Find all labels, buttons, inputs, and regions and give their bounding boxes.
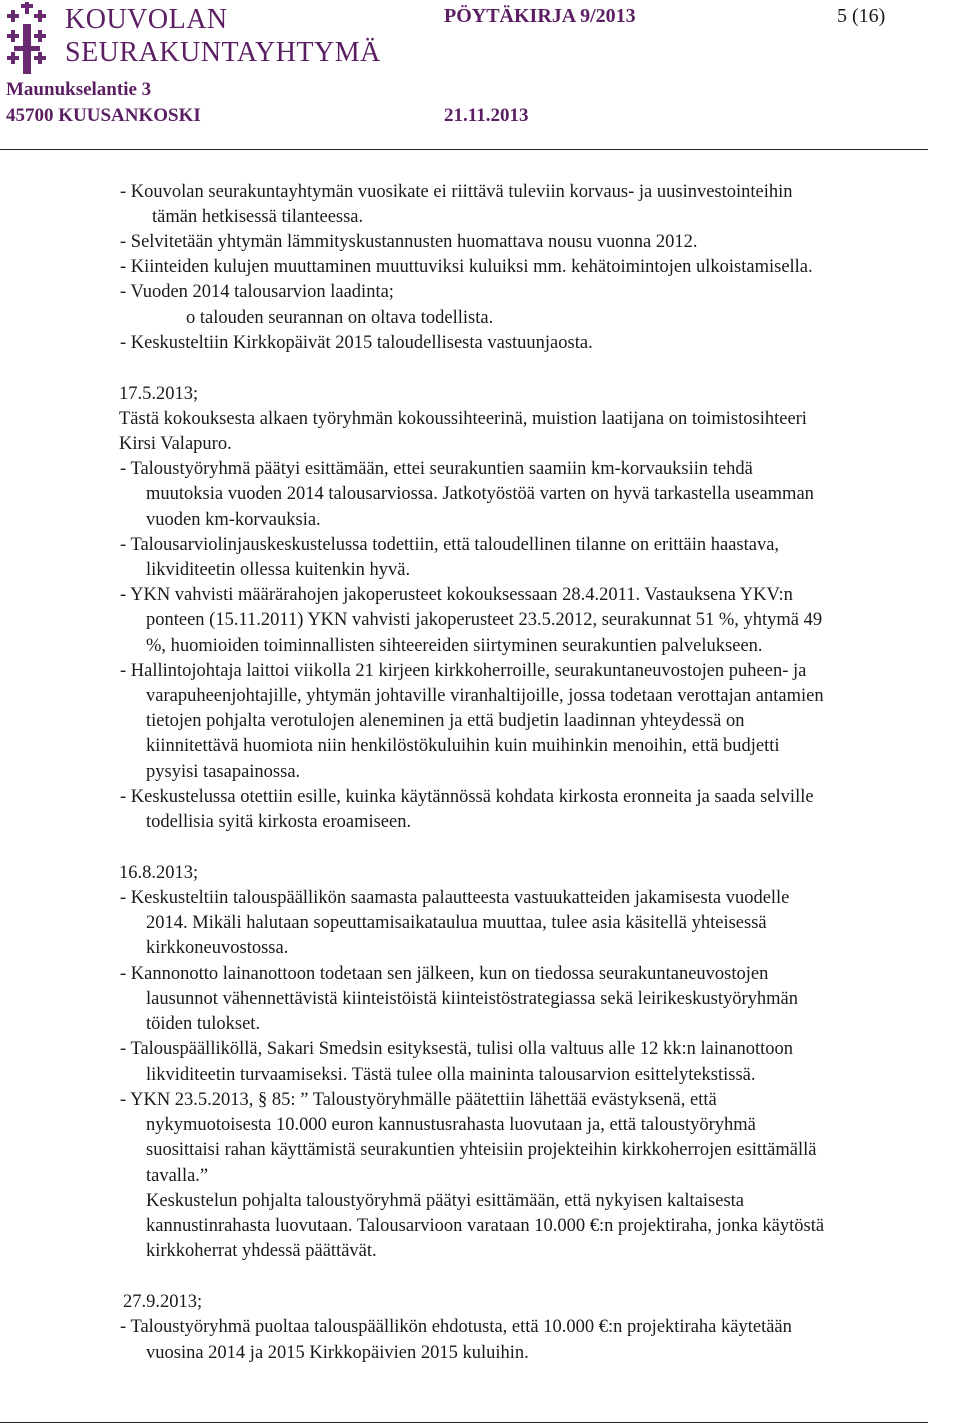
text-line: tämän hetkisessä tilanteessa.	[152, 207, 364, 227]
cross-logo-icon	[4, 2, 48, 74]
text-line: vuosina 2014 ja 2015 Kirkkopäivien 2015 kuluihin.	[146, 1343, 529, 1363]
organization-name-line2: SEURAKUNTAYHTYMÄ	[65, 37, 381, 68]
address-street: Maunukselantie 3	[6, 79, 152, 100]
text-line: - Kiinteiden kulujen muuttaminen muuttuviksi kuluiksi mm. kehätoimintojen ulkoistamisella.	[120, 257, 813, 277]
header-divider	[0, 149, 928, 150]
text-line: ponteen (15.11.2011) YKN vahvisti jakoperusteet 23.5.2012, seurakunnat 51 %, yhtymä 49	[146, 610, 823, 630]
text-line: nykymuotoisesta 10.000 euron kannustusrahasta luovutaan ja, että taloustyöryhmä	[146, 1115, 756, 1135]
footer-divider	[0, 1422, 928, 1423]
text-line: - YKN vahvisti määrärahojen jakoperusteet kokouksessaan 28.4.2011. Vastauksena YKV:n	[120, 585, 793, 605]
text-line: töiden tulokset.	[146, 1014, 261, 1034]
text-line: kannustinrahasta luovutaan. Talousarvioon varataan 10.000 €:n projektiraha, jonka käytöstä	[146, 1216, 825, 1236]
document-date: 21.11.2013	[444, 105, 529, 126]
document-title: PÖYTÄKIRJA 9/2013	[444, 5, 636, 27]
text-line: muutoksia vuoden 2014 talousarviossa. Jatkotyöstöä varten on hyvä tarkastella useamman	[146, 484, 814, 504]
text-line: kiinnitettävä huomiota niin henkilöstökuluihin kuin muihinkin menoihin, että budjetti	[146, 736, 780, 756]
text-line: likviditeetin ollessa kuitenkin hyvä.	[146, 560, 411, 580]
text-line: suosittaisi rahan käyttämistä seurakuntien yhteisiin projekteihin kirkkoherrojen esittämällä	[146, 1140, 817, 1160]
text-line: %, huomioiden toiminnallisten sihteereiden siirtyminen seurakuntien palvelukseen.	[146, 636, 763, 656]
text-line: kirkkoherrat yhdessä päättävät.	[146, 1241, 377, 1261]
text-line: - Selvitetään yhtymän lämmityskustannusten huomattava nousu vuonna 2012.	[120, 232, 698, 252]
text-line: - Kannonotto lainanottoon todetaan sen jälkeen, kun on tiedossa seurakuntaneuvostojen	[120, 964, 769, 984]
text-line: tavalla.”	[146, 1166, 209, 1186]
text-line: - Vuoden 2014 talousarvion laadinta;	[120, 282, 394, 302]
text-line: Tästä kokouksesta alkaen työryhmän kokoussihteerinä, muistion laatijana on toimistosihteeri	[119, 409, 807, 429]
section-date: 16.8.2013;	[119, 863, 199, 883]
organization-name-line1: KOUVOLAN	[65, 4, 228, 35]
text-line: varapuheenjohtajille, yhtymän johtaville viranhaltijoille, jossa todetaan verottajan antamien	[146, 686, 824, 706]
text-line: - Keskusteltiin talouspäällikön saamasta palautteesta vastuukatteiden jakamisesta vuodelle	[120, 888, 790, 908]
text-line: - Keskusteltiin Kirkkopäivät 2015 taloudellisesta vastuunjaosta.	[120, 333, 593, 353]
text-line: pysyisi tasapainossa.	[146, 762, 301, 782]
text-line: - Kouvolan seurakuntayhtymän vuosikate ei riittävä tuleviin korvaus- ja uusinvestointeihin	[120, 182, 793, 202]
text-line: - Taloustyöryhmä puoltaa talouspäällikön ehdotusta, että 10.000 €:n projektiraha käytetään	[120, 1317, 792, 1337]
text-line: vuoden km-korvauksia.	[146, 510, 321, 530]
text-line: likviditeetin turvaamiseksi. Tästä tulee olla maininta talousarvion esittelytekstissä.	[146, 1065, 756, 1085]
section-date: 27.9.2013;	[123, 1292, 203, 1312]
text-line: kirkkoneuvostossa.	[146, 938, 289, 958]
text-line: 2014. Mikäli halutaan sopeuttamisaikataulua muuttaa, tulee asia käsitellä yhteisessä	[146, 913, 767, 933]
text-line: Kirsi Valapuro.	[119, 434, 232, 454]
section-date: 17.5.2013;	[119, 384, 199, 404]
text-line: Keskustelun pohjalta taloustyöryhmä päätyi esittämään, että nykyisen kaltaisesta	[146, 1191, 745, 1211]
text-line: o talouden seurannan on oltava todellista.	[186, 308, 494, 328]
text-line: lausunnot vähennettävistä kiinteistöistä kiinteistöstrategiassa sekä leirikeskustyöryhmän	[146, 989, 798, 1009]
page-number: 5 (16)	[837, 5, 886, 27]
address-city: 45700 KUUSANKOSKI	[6, 105, 201, 126]
text-line: todellisia syitä kirkosta eroamiseen.	[146, 812, 412, 832]
text-line: - Taloustyöryhmä päätyi esittämään, ettei seurakuntien saamiin km-korvauksiin tehdä	[120, 459, 753, 479]
text-line: - YKN 23.5.2013, § 85: ” Taloustyöryhmälle päätettiin lähettää evästyksenä, että	[120, 1090, 717, 1110]
text-line: - Keskustelussa otettiin esille, kuinka käytännössä kohdata kirkosta eronneita ja saada selville	[120, 787, 814, 807]
text-line: - Talouspäälliköllä, Sakari Smedsin esityksestä, tulisi olla valtuus alle 12 kk:n lainanottoon	[120, 1039, 794, 1059]
text-line: - Hallintojohtaja laittoi viikolla 21 kirjeen kirkkoherroille, seurakuntaneuvostojen puheen- ja	[120, 661, 807, 681]
text-line: tietojen pohjalta verotulojen aleneminen ja että budjetin laadinnan yhteydessä on	[146, 711, 745, 731]
text-line: - Talousarviolinjauskeskustelussa todettiin, että taloudellinen tilanne on erittäin haastava,	[120, 535, 780, 555]
